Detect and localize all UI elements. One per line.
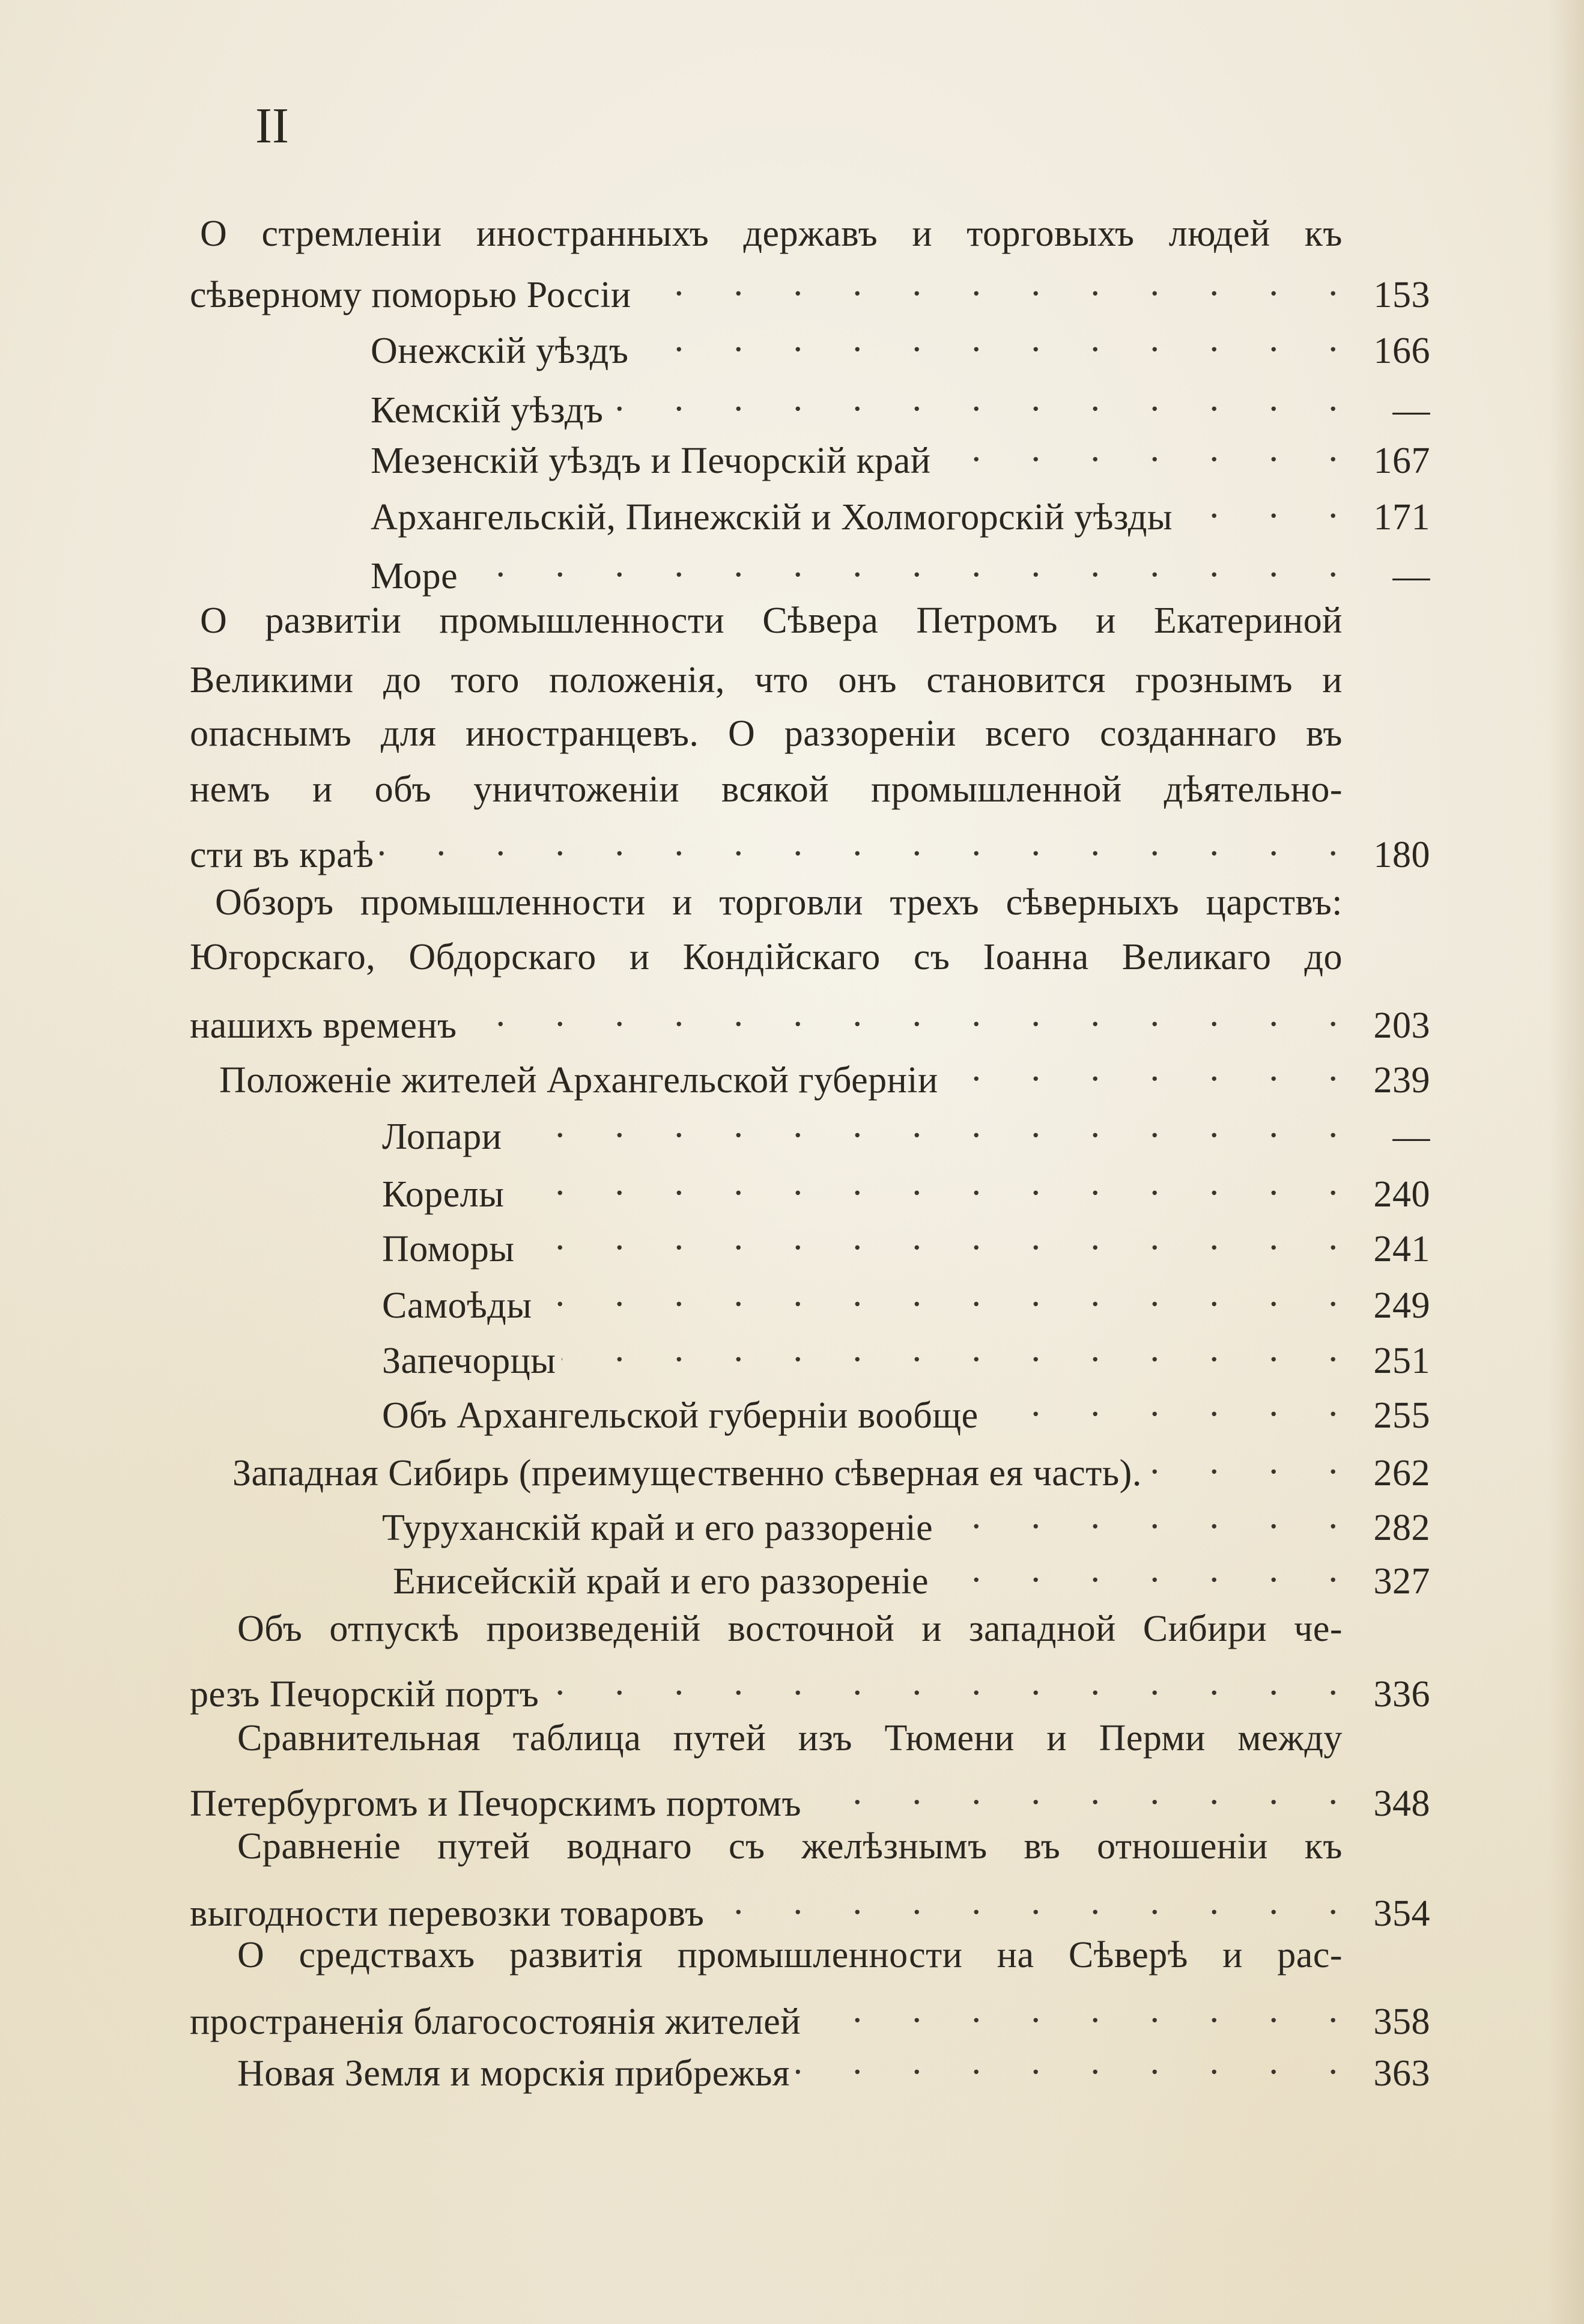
toc-entry-line — [382, 1101, 1430, 1157]
toc-entry-text-line — [200, 210, 1343, 258]
toc-entry-title: Югорскаго, Обдорскаго и Кондійскаго съ Іоанна Великаго до — [190, 937, 1343, 978]
dot-leader — [637, 259, 1358, 307]
dot-leader — [985, 1379, 1358, 1428]
dot-leader — [609, 374, 1358, 422]
toc-page-number: 249 — [1373, 1285, 1430, 1326]
dot-leader — [939, 1492, 1358, 1540]
toc-entry-title: Мезенскій уѣздъ и Печорскій край — [371, 440, 931, 481]
toc-page-number: — — [1392, 1116, 1430, 1157]
toc-entry-text-line — [190, 656, 1343, 704]
toc-page-number: — — [1392, 390, 1430, 431]
dot-leader — [936, 425, 1358, 473]
dot-leader — [796, 2037, 1358, 2085]
dot-leader — [935, 1545, 1358, 1593]
toc-entry-title: сѣверному поморью Россіи — [190, 275, 631, 315]
toc-entry-line — [382, 1379, 1430, 1436]
toc-entry-title: Запечорцы — [382, 1340, 556, 1381]
toc-entry-title: Обзоръ промышленности и торговли трехъ сѣверныхъ царствъ: — [215, 882, 1343, 923]
toc-page-number: 171 — [1373, 497, 1430, 538]
toc-entry-title: Сравнительная таблица путей изъ Тюмени и Перми между — [237, 1718, 1343, 1759]
toc-page-number: 166 — [1373, 330, 1430, 371]
toc-page-number: 262 — [1373, 1453, 1430, 1494]
dot-leader — [508, 1101, 1358, 1149]
toc-entry-title: Туруханскій край и его раззореніе — [382, 1507, 933, 1548]
dot-leader — [545, 1658, 1358, 1706]
toc-page-number: 167 — [1373, 440, 1430, 481]
toc-page-number: 348 — [1373, 1783, 1430, 1824]
toc-page-number: 180 — [1373, 835, 1430, 875]
toc-entry-title: Поморы — [382, 1229, 515, 1270]
toc-entry-line — [190, 1768, 1430, 1824]
toc-entry-line — [371, 481, 1430, 538]
dot-leader — [1179, 481, 1358, 529]
dot-leader — [380, 819, 1358, 867]
toc-entry-title: Море — [371, 556, 458, 597]
toc-entry-title: сти въ краѣ — [190, 835, 374, 875]
toc-entry-title: выгодности перевозки товаровъ — [190, 1893, 705, 1934]
toc-entry-title: Западная Сибирь (преимущественно сѣверная ея часть). — [232, 1453, 1142, 1494]
dot-leader — [538, 1270, 1358, 1318]
dot-leader — [463, 990, 1358, 1038]
dot-leader — [807, 1768, 1358, 1816]
toc-entry-line — [382, 1270, 1430, 1326]
toc-entry-text-line — [237, 1822, 1343, 1870]
toc-page-number: 153 — [1373, 275, 1430, 315]
toc-entry-text-line — [237, 1714, 1343, 1762]
toc-entry-title: Сравненіе путей воднаго съ желѣзнымъ въ отношеніи къ — [237, 1826, 1343, 1867]
toc-entry-title: опаснымъ для иностранцевъ. О раззореніи всего созданнаго въ — [190, 713, 1343, 754]
dot-leader — [634, 315, 1358, 363]
toc-entry-title: Корелы — [382, 1174, 505, 1215]
toc-entry-line — [190, 1878, 1430, 1934]
page-edge-shadow — [1548, 0, 1584, 2324]
toc-entry-text-line — [200, 597, 1343, 645]
toc-entry-line — [382, 1213, 1430, 1270]
dot-leader — [944, 1044, 1358, 1092]
toc-entry-title: Онежскій уѣздъ — [371, 330, 629, 371]
toc-page-number: 255 — [1373, 1395, 1430, 1436]
toc-entry-title: Великими до того положенія, что онъ становится грознымъ и — [190, 660, 1343, 701]
toc-entry-line — [190, 1986, 1430, 2042]
toc-entry-title: Архангельскій, Пинежскій и Холмогорскій уѣзды — [371, 497, 1173, 538]
toc-entry-title: Положеніе жителей Архангельской губерніи — [219, 1060, 938, 1101]
toc-entry-line — [219, 1044, 1430, 1101]
toc-page-number: 239 — [1373, 1060, 1430, 1101]
toc-entry-title: нашихъ временъ — [190, 1005, 457, 1046]
toc-entry-line — [382, 1492, 1430, 1548]
toc-entry-title: Кемскій уѣздъ — [371, 390, 604, 431]
toc-page-number: 358 — [1373, 2001, 1430, 2042]
toc-entry-text-line — [190, 765, 1343, 814]
toc-entry-title: О развитіи промышленности Сѣвера Петромъ и Екатериной — [200, 600, 1343, 641]
toc-entry-line — [190, 259, 1430, 315]
toc-entry-title: Петербургомъ и Печорскимъ портомъ — [190, 1783, 802, 1824]
toc-entry-title: Лопари — [382, 1116, 502, 1157]
toc-entry-line — [237, 2037, 1430, 2094]
toc-entry-text-line — [237, 1931, 1343, 1979]
page-number: II — [255, 98, 289, 154]
dot-leader — [711, 1878, 1359, 1926]
toc-entry-title: Объ Архангельской губерніи вообще — [382, 1395, 979, 1436]
dot-leader — [520, 1213, 1358, 1261]
toc-entry-line — [232, 1437, 1430, 1494]
dot-leader — [510, 1158, 1358, 1206]
toc-entry-line — [190, 990, 1430, 1046]
toc-entry-line — [371, 425, 1430, 481]
toc-entry-line — [371, 540, 1430, 597]
toc-page-number: — — [1392, 556, 1430, 597]
toc-entry-title: Новая Земля и морскія прибрежья — [237, 2053, 790, 2094]
toc-entry-title: Объ отпускѣ произведеній восточной и западной Сибири че- — [237, 1608, 1343, 1649]
toc-entry-line — [190, 819, 1430, 875]
dot-leader — [807, 1986, 1358, 2034]
toc-entry-text-line — [190, 710, 1343, 758]
toc-entry-title: О средствахъ развитія промышленности на Сѣверѣ и рас- — [237, 1935, 1343, 1976]
toc-page-number: 354 — [1373, 1893, 1430, 1934]
toc-entry-title: Енисейскій край и его раззореніе — [393, 1561, 929, 1602]
toc-entry-title: Самоѣды — [382, 1285, 532, 1326]
dot-leader — [1148, 1437, 1358, 1485]
toc-entry-line — [371, 374, 1430, 431]
dot-leader — [464, 540, 1358, 588]
toc-page-number: 241 — [1373, 1229, 1430, 1270]
toc-entry-text-line — [215, 878, 1343, 926]
toc-entry-text-line — [237, 1605, 1343, 1653]
toc-entry-line — [393, 1545, 1430, 1602]
toc-page-number: 251 — [1373, 1340, 1430, 1381]
toc-entry-text-line — [190, 933, 1343, 981]
toc-page-number: 336 — [1373, 1674, 1430, 1715]
toc-entry-title: пространенія благосостоянія жителей — [190, 2001, 801, 2042]
toc-entry-title: немъ и объ уничтоженіи всякой промышленной дѣятельно- — [190, 769, 1343, 810]
toc-entry-line — [382, 1325, 1430, 1381]
toc-entry-title: О стремленіи иностранныхъ державъ и торговыхъ людей къ — [200, 213, 1343, 254]
toc-entry-title: резъ Печорскій портъ — [190, 1674, 539, 1715]
toc-entry-line — [371, 315, 1430, 371]
toc-entry-line — [190, 1658, 1430, 1715]
toc-entry-line — [382, 1158, 1430, 1215]
toc-page-number: 282 — [1373, 1507, 1430, 1548]
toc-page-number: 203 — [1373, 1005, 1430, 1046]
toc-page-number: 240 — [1373, 1174, 1430, 1215]
dot-leader — [562, 1325, 1358, 1373]
toc-page-number: 327 — [1373, 1561, 1430, 1602]
toc-page-number: 363 — [1373, 2053, 1430, 2094]
